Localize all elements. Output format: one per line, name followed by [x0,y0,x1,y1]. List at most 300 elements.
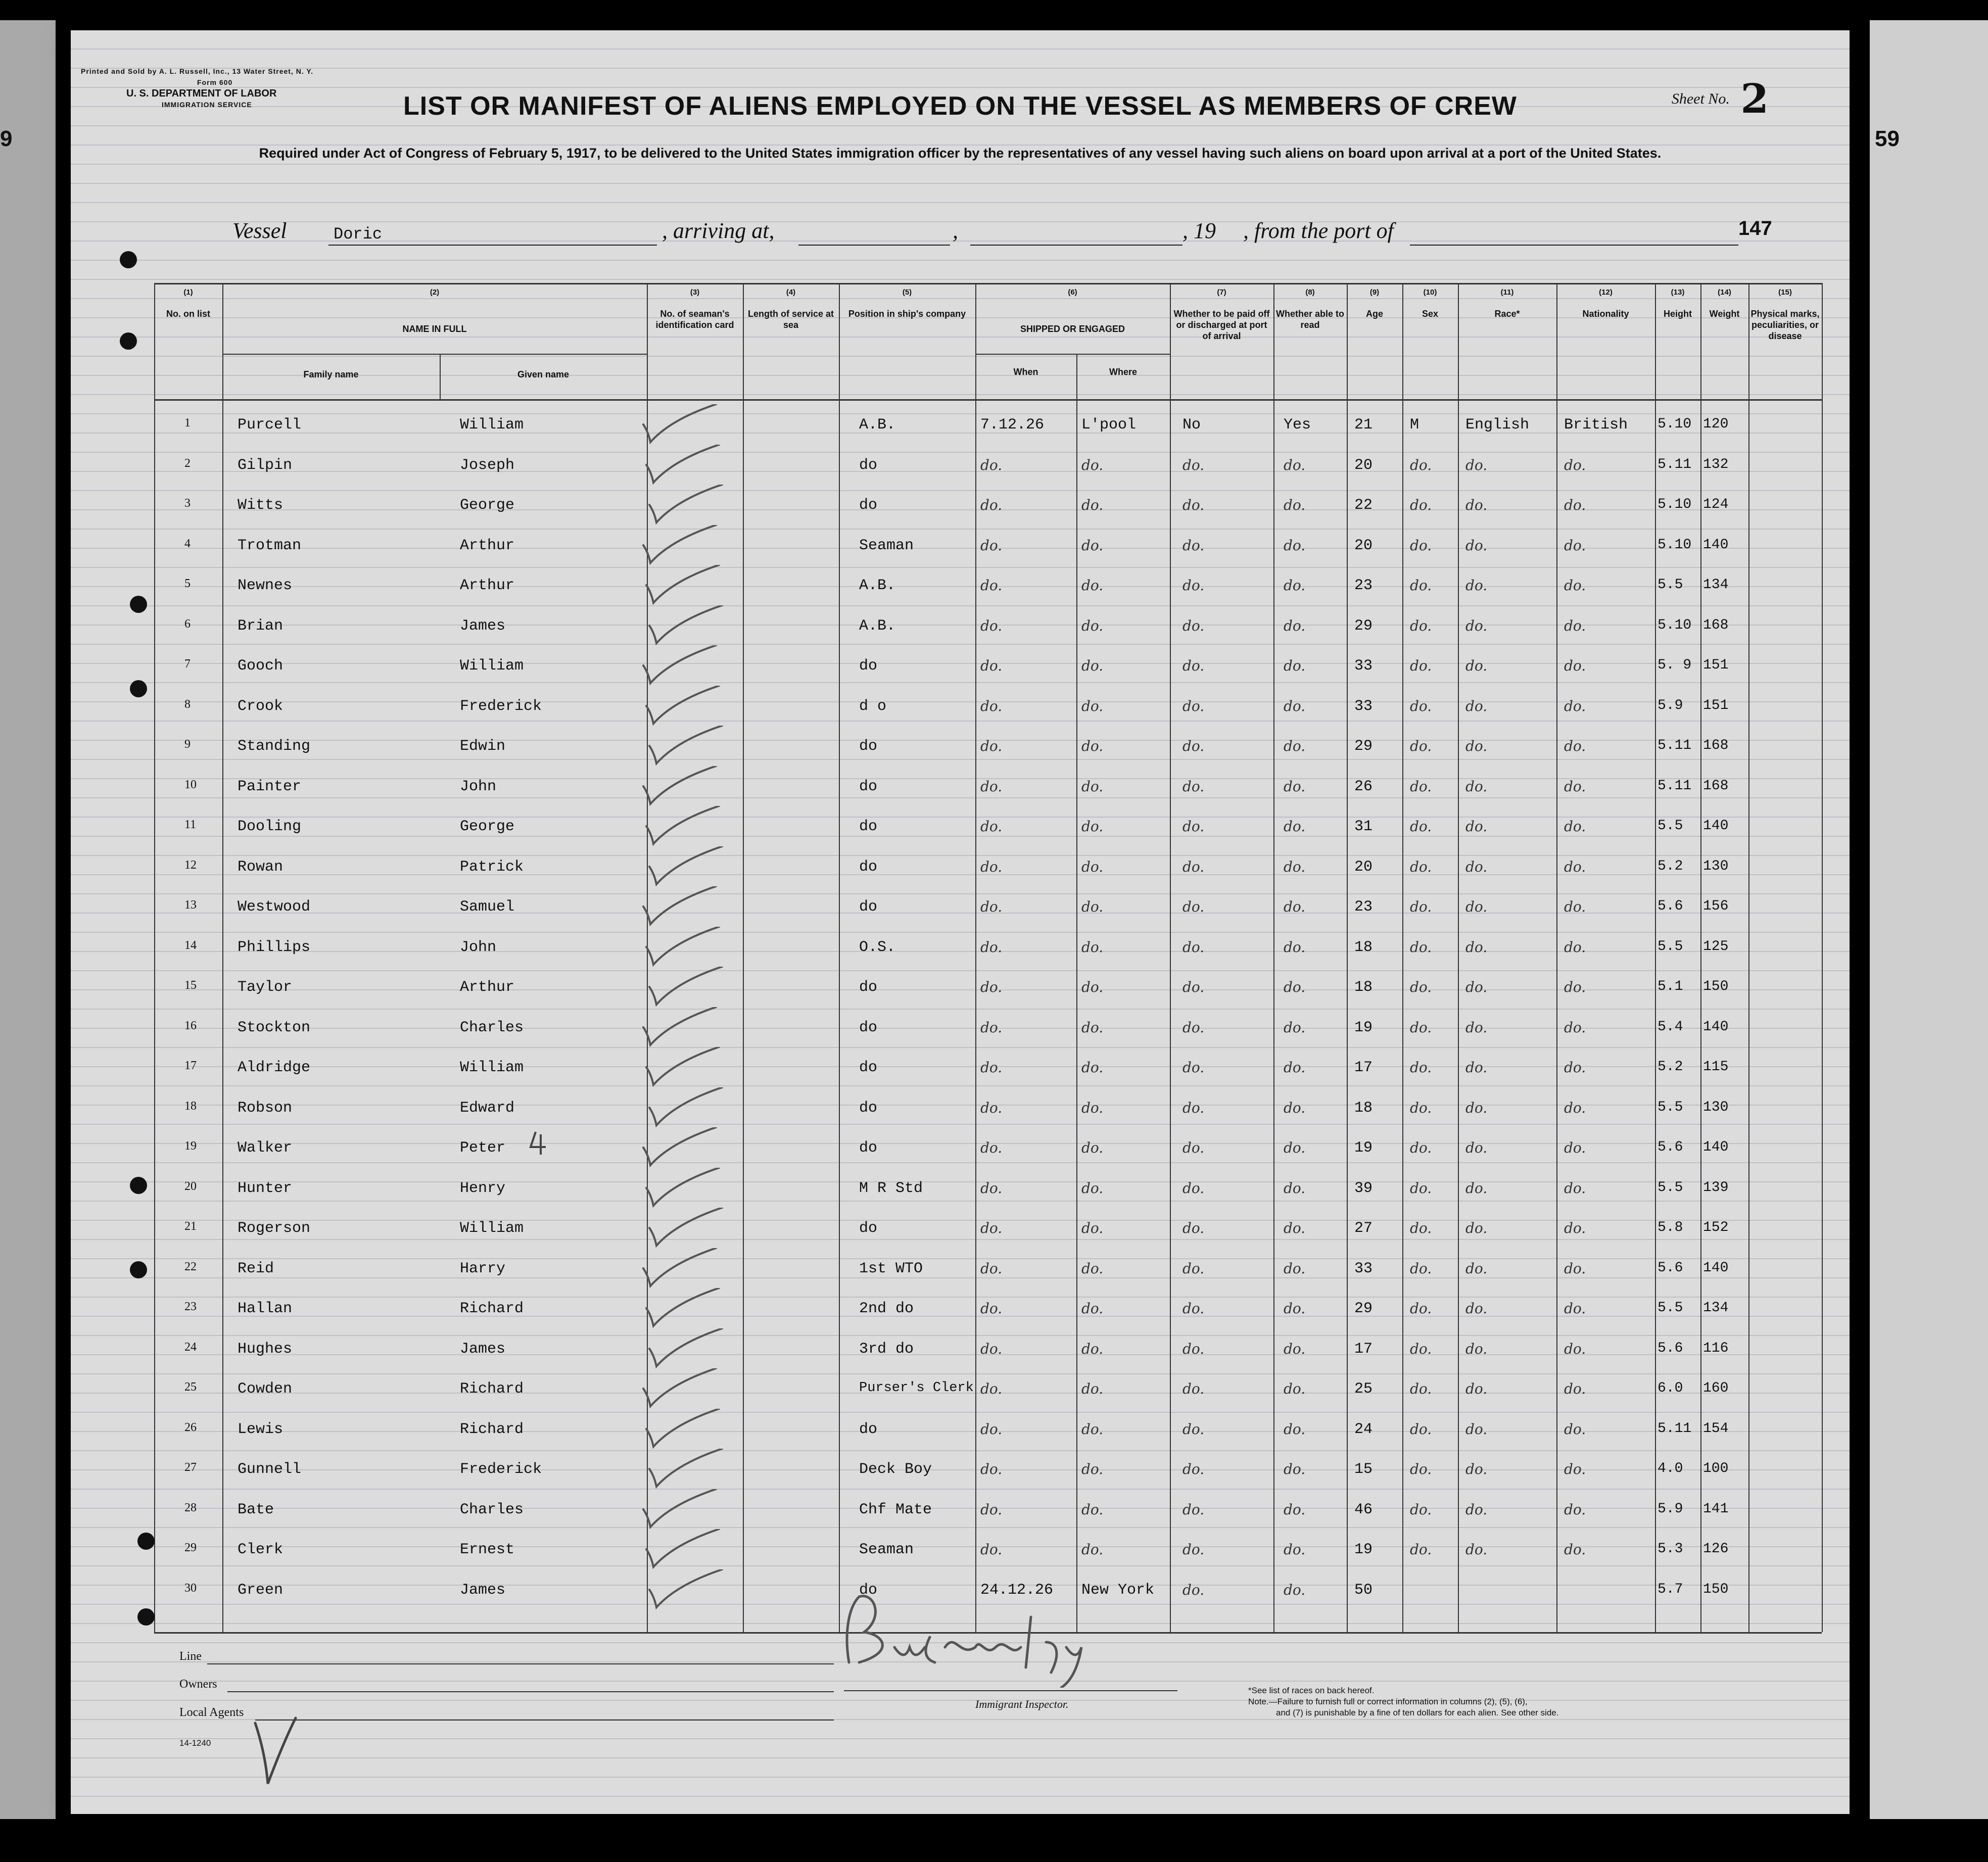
column-divider [154,283,155,1632]
shipped-subheader-border [975,354,1170,355]
age: 29 [1354,1300,1373,1317]
shipped-when: do. [980,657,1003,674]
family-name: Purcell [238,416,302,434]
given-name-header: Given name [517,369,570,379]
line-label: Line [179,1650,202,1663]
row-number: 19 [184,1139,197,1153]
shipped-where: do. [1081,1420,1104,1438]
weight: 140 [1703,1019,1729,1035]
id-card-check-icon [645,1569,731,1610]
id-card-check-icon [639,1127,725,1168]
height: 5.9 [1658,1501,1683,1517]
paid-off: do. [1182,697,1205,714]
given-name: Richard [460,1300,524,1317]
weight: 140 [1703,1260,1729,1276]
column-header-c2: NAME IN FULL [402,324,467,334]
weight: 168 [1703,738,1729,753]
weight: 139 [1703,1179,1729,1196]
able-to-read: do. [1284,697,1306,714]
shipped-when: do. [980,1220,1003,1236]
shipped-where: do. [1081,1099,1104,1116]
weight: 168 [1703,617,1729,633]
vessel-label: Vessel [232,218,287,243]
position: do [859,497,878,514]
row-number: 18 [184,1099,197,1113]
race: do. [1465,1179,1488,1197]
race: do. [1465,1340,1488,1357]
shipped-where: do. [1081,938,1104,956]
sex: do. [1410,1501,1432,1518]
sheet-number-value: 2 [1740,75,1769,122]
department-name: U. S. DEPARTMENT OF LABOR [126,88,277,99]
age: 18 [1354,979,1373,996]
given-name: James [460,617,506,635]
position: 3rd do [859,1340,914,1358]
column-header-c11: Race* [1494,309,1520,319]
family-name: Dooling [238,818,302,835]
row-number: 5 [184,577,191,590]
column-header-c10: Sex [1422,309,1439,319]
given-name: Harry [460,1260,506,1277]
given-name: Joseph [460,456,515,474]
row-number: 29 [184,1541,197,1554]
paid-off: do. [1182,657,1205,674]
column-number: (7) [1217,288,1226,297]
weight: 115 [1703,1059,1729,1075]
height: 5.2 [1658,1059,1683,1075]
weight: 134 [1703,1300,1729,1316]
race: do. [1465,1139,1488,1156]
shipped-where: do. [1081,1059,1104,1076]
vessel-line [232,217,1738,248]
column-divider [1170,283,1171,1632]
age: 25 [1354,1380,1373,1398]
height: 5.5 [1658,938,1683,954]
paid-off: do. [1182,1220,1205,1236]
race: do. [1465,497,1488,513]
manifest-sheet [71,30,1850,1814]
paid-off: do. [1182,938,1205,956]
given-name: James [460,1340,506,1358]
given-name: William [460,1220,524,1237]
column-header-c7: Whether to be paid off or discharged at port of arrival [1173,309,1270,341]
nationality: do. [1564,1139,1586,1156]
height: 5.6 [1658,1139,1683,1155]
given-name: Charles [460,1019,524,1036]
height: 5.1 [1658,979,1683,994]
column-number: (14) [1718,288,1731,297]
height: 5.6 [1658,898,1683,914]
row-number: 26 [184,1420,197,1434]
paid-off: do. [1182,497,1205,513]
paid-off: do. [1182,738,1205,754]
height: 5.5 [1658,1099,1683,1115]
shipped-when: do. [980,1099,1003,1116]
given-name: Ernest [460,1541,515,1558]
check-mark-icon [250,1713,301,1794]
family-name: Clerk [238,1541,283,1558]
height: 5.5 [1658,1300,1683,1316]
able-to-read: do. [1284,1300,1306,1317]
position: A.B. [859,577,896,594]
column-header-c4: Length of service at sea [747,309,834,330]
shipped-when: do. [980,1420,1003,1438]
column-header-c15: Physical marks, peculiarities, or disease [1750,309,1820,341]
race: do. [1465,938,1488,956]
nationality: do. [1564,1380,1586,1397]
column-number: (9) [1369,288,1380,297]
sex: do. [1410,657,1432,674]
shipped-when: do. [980,1501,1003,1518]
name-subheader-border [222,354,647,355]
height: 4.0 [1658,1461,1683,1476]
given-name: Arthur [460,577,515,594]
shipped-when: do. [980,577,1003,594]
column-number: (2) [430,288,440,297]
family-name: Robson [238,1099,293,1117]
family-name: Brian [238,617,283,635]
column-divider [1655,283,1656,1632]
column-header-c14: Weight [1709,309,1740,319]
height: 6.0 [1658,1380,1683,1396]
shipped-when: 24.12.26 [980,1581,1054,1599]
height: 5.6 [1658,1340,1683,1356]
id-card-check-icon [642,686,728,726]
weight: 140 [1703,1139,1729,1155]
nationality: do. [1564,898,1586,915]
family-name: Gooch [238,657,283,675]
row-number: 16 [184,1019,197,1032]
paid-off: do. [1182,1380,1205,1397]
sex: M [1410,416,1419,434]
height: 5.10 [1658,617,1692,633]
weight: 140 [1703,818,1729,834]
nationality: do. [1564,577,1586,594]
row-number: 22 [184,1260,197,1273]
position: do [859,778,878,795]
family-name: Hunter [238,1179,293,1197]
age: 19 [1354,1541,1373,1558]
age: 20 [1354,858,1373,876]
paid-off: do. [1182,617,1205,634]
owners-label: Owners [179,1678,217,1691]
weight: 151 [1703,657,1729,673]
row-number: 2 [184,456,191,470]
column-header-c6: SHIPPED OR ENGAGED [1020,324,1125,334]
paid-off: do. [1182,1581,1205,1598]
column-number: (4) [786,288,796,297]
position: A.B. [859,416,896,434]
given-name: Peter [460,1139,506,1157]
shipped-where-header: Where [1109,367,1137,377]
shipped-where: do. [1081,657,1104,674]
position: do [859,1139,878,1157]
shipped-when: do. [980,898,1003,915]
id-card-check-icon [639,645,725,686]
family-name: Walker [238,1139,293,1157]
position: Seaman [859,1541,914,1558]
able-to-read: do. [1284,497,1306,513]
paid-off: do. [1182,1541,1205,1558]
paid-off: do. [1182,1179,1205,1197]
column-number: (10) [1423,288,1437,297]
weight: 124 [1703,497,1729,512]
height: 5.11 [1658,738,1692,753]
nationality: British [1564,416,1628,434]
sex: do. [1410,497,1432,513]
age: 50 [1354,1581,1373,1599]
column-header-c8: Whether able to read [1275,309,1344,330]
column-header-c12: Nationality [1582,309,1629,319]
race: do. [1465,1300,1488,1317]
punch-hole-icon [130,1177,147,1194]
race: do. [1465,456,1488,473]
position: do [859,456,878,474]
family-name: Cowden [238,1380,293,1398]
sex: do. [1410,1059,1432,1076]
column-divider [975,283,976,1632]
row-number: 13 [184,898,197,912]
age: 21 [1354,416,1373,434]
shipped-when: do. [980,1019,1003,1036]
nationality: do. [1564,657,1586,674]
position: do [859,657,878,675]
id-card-check-icon [639,1368,725,1409]
row-number: 7 [184,657,191,671]
right-edge-number: 59 [1875,126,1900,151]
shipped-where: do. [1081,697,1104,714]
sex: do. [1410,1340,1432,1357]
race: English [1465,416,1530,434]
id-card-check-icon [639,886,725,927]
position: do [859,1059,878,1076]
position: Deck Boy [859,1461,932,1478]
sex: do. [1410,1260,1432,1277]
paid-off: do. [1182,858,1205,875]
column-header-c13: Height [1664,309,1692,319]
sex: do. [1410,617,1432,634]
row-number: 10 [184,778,197,791]
id-card-check-icon [645,1087,731,1128]
paid-off: do. [1182,1420,1205,1438]
nationality: do. [1564,979,1586,995]
height: 5.10 [1658,416,1692,432]
race: do. [1465,617,1488,634]
height: 5.4 [1658,1019,1683,1035]
paid-off: do. [1182,778,1205,795]
family-name-header: Family name [303,369,359,379]
nationality: do. [1564,617,1586,634]
footnote-line: *See list of races on back hereof. [1248,1686,1375,1695]
family-name: Green [238,1581,283,1599]
column-number: (1) [183,288,193,297]
nationality: do. [1564,858,1586,875]
able-to-read: do. [1284,1581,1306,1598]
weight: 130 [1703,858,1729,874]
height: 5.9 [1658,697,1683,713]
position: A.B. [859,617,896,635]
race: do. [1465,818,1488,835]
nationality: do. [1564,697,1586,714]
sex: do. [1410,1019,1432,1036]
punch-hole-icon [137,1608,155,1626]
arriving-label: , arriving at, [662,218,775,243]
able-to-read: do. [1284,1260,1306,1277]
nationality: do. [1564,938,1586,956]
nationality: do. [1564,1099,1586,1116]
column-number: (13) [1671,288,1685,297]
family-name: Rowan [238,858,283,876]
column-divider [1700,283,1701,1632]
row-number: 20 [184,1179,197,1193]
given-name: William [460,657,524,675]
given-name: Henry [460,1179,506,1197]
shipped-when: do. [980,1059,1003,1076]
id-card-check-icon [639,404,725,445]
shipped-where: New York [1081,1581,1155,1599]
age: 17 [1354,1340,1373,1358]
age: 22 [1354,497,1373,514]
paid-off: do. [1182,818,1205,835]
shipped-when-header: When [1013,367,1038,377]
local-agents-label: Local Agents [179,1706,244,1719]
shipped-when: do. [980,979,1003,995]
position: do [859,1220,878,1237]
able-to-read: do. [1284,456,1306,473]
shipped-where: do. [1081,778,1104,795]
footnote-line: Note.—Failure to furnish full or correct information in columns (2), (5), (6), [1248,1697,1528,1706]
column-divider [743,283,744,1632]
table-top-border [154,283,1822,284]
column-divider [1273,283,1274,1632]
left-edge-number: 9 [0,126,13,151]
page-reference: 147 [1738,217,1772,240]
able-to-read: do. [1284,617,1306,634]
document-title: LIST OR MANIFEST OF ALIENS EMPLOYED ON THE VESSEL AS MEMBERS OF CREW [403,91,1517,121]
paid-off: do. [1182,1099,1205,1116]
nationality: do. [1564,1220,1586,1236]
age: 33 [1354,1260,1373,1277]
race: do. [1465,1019,1488,1036]
column-header-c9: Age [1365,309,1383,319]
column-number: (11) [1500,288,1514,297]
able-to-read: do. [1284,818,1306,835]
age: 46 [1354,1501,1373,1518]
id-card-check-icon [645,1208,731,1248]
sex: do. [1410,778,1432,795]
row-number: 25 [184,1380,197,1394]
column-divider [222,283,223,1632]
shipped-where: do. [1081,1179,1104,1197]
row-number: 8 [184,697,191,711]
able-to-read: do. [1284,858,1306,875]
sex: do. [1410,1139,1432,1156]
able-to-read: do. [1284,1139,1306,1156]
able-to-read: do. [1284,537,1306,554]
footnote-line: and (7) is punishable by a fine of ten dollars for each alien. See other side. [1276,1708,1559,1717]
sex: do. [1410,697,1432,714]
race: do. [1465,1220,1488,1236]
shipped-when: do. [980,1179,1003,1197]
given-name: John [460,938,497,956]
nationality: do. [1564,1179,1586,1197]
shipped-when: do. [980,818,1003,835]
family-name: Hallan [238,1300,293,1317]
shipped-where: do. [1081,1019,1104,1036]
race: do. [1465,1260,1488,1277]
weight: 154 [1703,1420,1729,1437]
position: do [859,1099,878,1117]
column-number: (12) [1599,288,1613,297]
pencil-mark-icon [526,1127,556,1157]
shipped-when: do. [980,1380,1003,1397]
height: 5.10 [1658,537,1692,553]
family-name: Lewis [238,1420,283,1438]
able-to-read: Yes [1284,416,1311,434]
port-label: , from the port of [1243,218,1394,243]
age: 24 [1354,1420,1373,1438]
given-name: John [460,778,497,795]
family-name: Gunnell [238,1461,302,1478]
row-number: 27 [184,1461,197,1474]
nationality: do. [1564,778,1586,795]
age: 19 [1354,1139,1373,1157]
id-card-check-icon [639,525,725,565]
row-number: 21 [184,1220,197,1233]
able-to-read: do. [1284,1019,1306,1036]
able-to-read: do. [1284,1059,1306,1076]
column-divider [1822,283,1823,1632]
id-card-check-icon [645,846,731,887]
paid-off: do. [1182,1340,1205,1357]
id-card-check-icon [642,927,728,967]
row-number: 12 [184,858,197,872]
age: 20 [1354,537,1373,554]
column-divider [1402,283,1403,1632]
family-name: Phillips [238,938,311,956]
shipped-when: do. [980,1461,1003,1477]
id-card-check-icon [639,1007,725,1047]
weight: 100 [1703,1461,1729,1476]
row-number: 4 [184,537,191,550]
punch-hole-icon [120,251,137,268]
shipped-when: do. [980,738,1003,754]
height: 5.11 [1658,456,1692,472]
shipped-when: do. [980,1300,1003,1317]
weight: 160 [1703,1380,1729,1396]
weight: 134 [1703,577,1729,593]
age: 19 [1354,1019,1373,1036]
punch-hole-icon [120,332,137,350]
able-to-read: do. [1284,898,1306,915]
weight: 151 [1703,697,1729,713]
race: do. [1465,1059,1488,1076]
document-subtitle: Required under Act of Congress of February 5, 1917, to be delivered to the United States immigration officer by the representatives of any vessel having such aliens on board upon arrival at a port of the United States. [259,146,1662,161]
able-to-read: do. [1284,1461,1306,1477]
able-to-read: do. [1284,577,1306,594]
shipped-where: do. [1081,1461,1104,1477]
column-divider [1347,283,1348,1632]
shipped-where: do. [1081,1380,1104,1397]
able-to-read: do. [1284,979,1306,995]
family-name: Aldridge [238,1059,311,1076]
family-name: Bate [238,1501,274,1518]
year-label: , 19 [1182,218,1216,243]
nationality: do. [1564,1461,1586,1477]
height: 5.5 [1658,818,1683,834]
sheet-number-label: Sheet No. [1671,90,1730,107]
given-name: George [460,497,515,514]
